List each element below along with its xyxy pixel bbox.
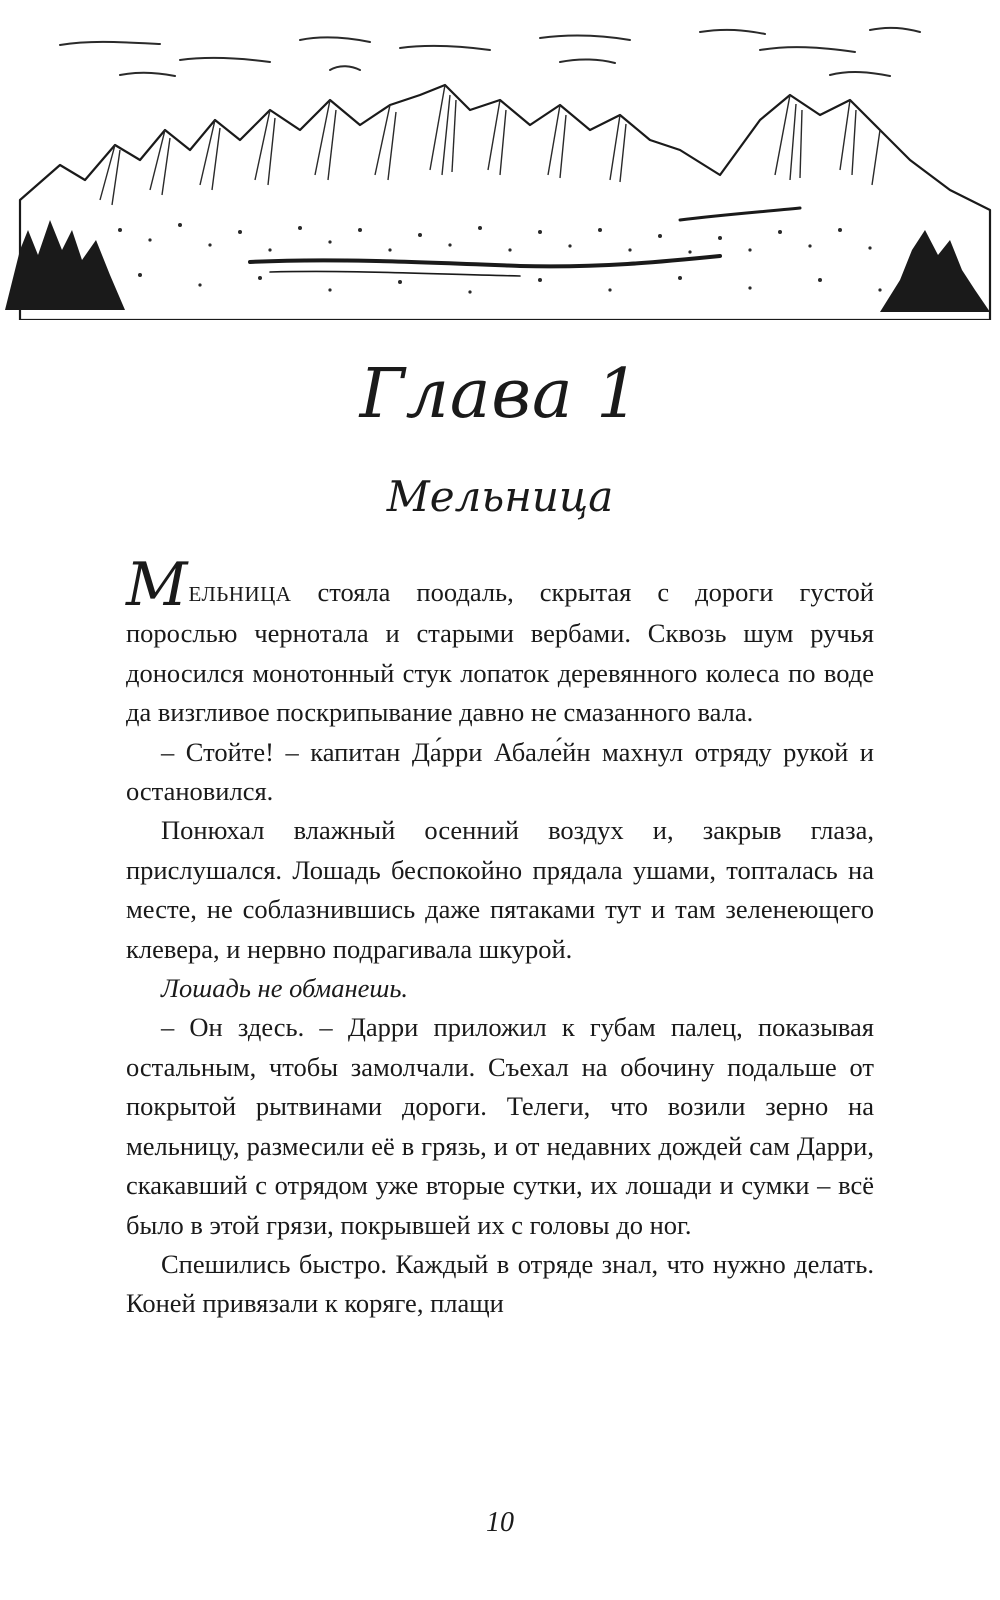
paragraph-5: – Он здесь. – Дарри приложил к губам палец, показывая остальным, чтобы замолчали. Съехал на обочину подальше от покрытой рытвинами дороги. Телеги, что возили зерно на мельницу, размесили её в грязь, и от недавних дождей сам Дарри, скакавший с отрядом уже вторые сутки, их лошади и сумки – всё было в этой грязи, покрывшей их с головы до ног. [126, 1012, 874, 1240]
chapter-title: Глава 1 [359, 355, 641, 434]
mountain-landscape-illustration [0, 0, 1000, 320]
paragraph-4: Лошадь не обманешь. [161, 973, 409, 1004]
page-number: 10 [486, 1507, 514, 1538]
chapter-subtitle: Мельница [386, 472, 614, 521]
paragraph-2: – Стойте! – капитан Да́рри Абале́йн махнул отряду рукой и остановился. [126, 736, 874, 807]
first-word-smallcaps: ЕЛЬНИЦА [188, 582, 292, 606]
paragraph-3: Понюхал влажный осенний воздух и, закрыв глаза, прислушался. Лошадь беспокойно прядала ушами, топталась на месте, не соблазнившись даже пятаками тут и там зеленеющего клевера, и нервно подрагивала шкурой. [126, 815, 874, 964]
sky-clouds [60, 28, 920, 76]
chapter-body [126, 550, 874, 1324]
paragraph-1-text: стояла поодаль, скрытая с дороги густой порослью чернотала и старыми вербами. Сквозь шум ручья доносился монотонный стук лопаток деревянного колеса по воде да визгливое поскрипывание давно не смазанного вала. [126, 577, 874, 728]
paragraph-1 [126, 550, 874, 733]
paragraph-6: Спешились быстро. Каждый в отряде знал, что нужно делать. Коней привязали к коряге, плащи [126, 1248, 874, 1319]
drop-cap: М [126, 550, 188, 620]
